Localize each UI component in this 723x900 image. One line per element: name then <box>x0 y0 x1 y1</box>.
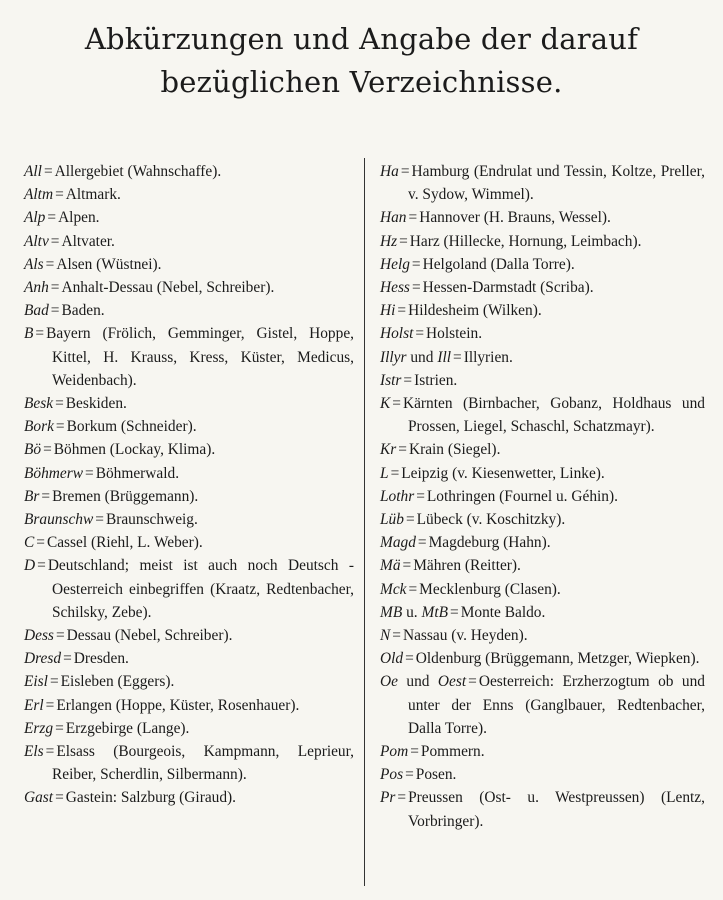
region-description: Hannover (H. Brauns, Wessel). <box>419 209 611 227</box>
region-description: Dessau (Nebel, Schreiber). <box>66 627 233 645</box>
region-description: Mecklenburg (Clasen). <box>419 580 561 598</box>
region-description: Oesterreich: Erzherzogtum ob und unter der Enns (Ganglbauer, Redtenbacher, Dalla Torre). <box>408 673 705 737</box>
abbreviation: N <box>380 627 391 645</box>
abbreviation-entry <box>24 206 354 229</box>
abbreviation-entry <box>24 392 354 415</box>
region-description: Helgoland (Dalla Torre). <box>422 255 575 273</box>
region-description: Kärnten (Birnbacher, Gobanz, Holdhaus und Prossen, Liegel, Schaschl, Schatzmayr). <box>402 395 705 436</box>
region-description: Leipzig (v. Kiesenwetter, Linke). <box>401 464 605 482</box>
abbreviation: Pos <box>380 766 404 784</box>
equals-sign: = <box>95 511 104 529</box>
abbreviation-entry <box>380 485 705 508</box>
equals-sign: = <box>411 279 421 297</box>
region-description: Preussen (Ost- u. Westpreussen) (Lentz, Vorbringer). <box>408 789 705 830</box>
equals-sign: = <box>45 696 55 714</box>
region-description: Elsass (Bourgeois, Kampmann, Leprieur, Reiber, Scherdlin, Silbermann). <box>52 743 354 784</box>
abbreviation: Lüb <box>380 511 404 529</box>
equals-sign: = <box>49 673 59 691</box>
abbreviation-entry <box>380 601 705 624</box>
connector-word: und <box>410 348 434 366</box>
region-description: Allergebiet (Wahnschaffe). <box>54 163 222 180</box>
abbreviation-entry <box>380 206 705 229</box>
equals-sign: = <box>55 627 65 645</box>
equals-sign: = <box>50 302 60 320</box>
abbreviation: Els <box>24 743 44 761</box>
equals-sign: = <box>398 441 407 459</box>
abbreviation: L <box>380 464 389 482</box>
equals-sign: = <box>55 719 64 737</box>
equals-sign: = <box>50 232 60 250</box>
region-description: Alpen. <box>58 209 100 227</box>
abbreviation-entry <box>380 462 705 485</box>
abbreviation: Erzg <box>24 719 54 737</box>
connector-word: und <box>406 673 430 691</box>
region-description: Böhmerwald. <box>95 464 180 482</box>
region-description: Hessen-Darmstadt (Scriba). <box>422 279 594 297</box>
equals-sign: = <box>45 743 55 761</box>
equals-sign: = <box>416 487 425 505</box>
equals-sign: = <box>402 557 412 575</box>
equals-sign: = <box>417 534 427 552</box>
abbreviation: Altv <box>24 232 49 250</box>
region-description: Borkum (Schneider). <box>66 418 197 436</box>
region-description: Gastein: Salzburg (Giraud). <box>65 789 237 807</box>
abbreviation-entry <box>24 531 354 554</box>
abbreviation-entry <box>380 624 705 647</box>
abbreviation-entry <box>380 508 705 531</box>
region-description: Krain (Siegel). <box>408 441 501 459</box>
equals-sign: = <box>36 534 45 552</box>
abbreviation: Eisl <box>24 673 48 691</box>
abbreviation: Bö <box>24 441 42 459</box>
abbreviation: Pr <box>380 789 396 807</box>
region-description: Mähren (Reitter). <box>413 557 521 575</box>
abbreviation-entry <box>24 253 354 276</box>
abbreviation-entry <box>380 322 705 345</box>
abbreviation: Anh <box>24 279 49 297</box>
region-description: Oldenburg (Brüggemann, Metzger, Wiepken). <box>415 650 700 668</box>
abbreviation-alt: MtB <box>421 603 448 621</box>
equals-sign: = <box>63 650 72 668</box>
abbreviation: K <box>380 395 391 413</box>
equals-sign: = <box>392 395 401 413</box>
abbreviation-entry <box>380 369 705 392</box>
abbreviation: Als <box>24 255 44 273</box>
abbreviation-alt: Oest <box>437 673 467 691</box>
region-description: Illyrien. <box>463 348 513 366</box>
abbreviation: Lothr <box>380 487 415 505</box>
abbreviation-entry <box>380 346 705 369</box>
equals-sign: = <box>43 163 53 180</box>
abbreviation-entry <box>380 299 705 322</box>
abbreviation: Bad <box>24 302 49 320</box>
abbreviation: B <box>24 325 34 343</box>
abbreviation-entry <box>24 740 354 786</box>
abbreviation-entry <box>380 438 705 461</box>
region-description: Bayern (Frölich, Gemminger, Gistel, Hoppe, Kittel, H. Krauss, Kress, Küster, Medicus, Weidenbach). <box>46 325 354 389</box>
abbreviation-entry <box>24 554 354 624</box>
abbreviation-entry <box>24 276 354 299</box>
region-description: Alsen (Wüstnei). <box>56 255 162 273</box>
abbreviation: Hess <box>380 279 410 297</box>
equals-sign: = <box>43 441 52 459</box>
abbreviation-entry <box>24 160 354 183</box>
abbreviation: Braunschw <box>24 511 94 529</box>
region-description: Istrien. <box>414 371 458 389</box>
abbreviation-entry <box>380 160 705 206</box>
abbreviation: C <box>24 534 35 552</box>
abbreviation: Ha <box>380 163 399 180</box>
abbreviation: Gast <box>24 789 54 807</box>
equals-sign: = <box>37 557 46 575</box>
region-description: Erzgebirge (Lange). <box>65 719 190 737</box>
region-description: Pommern. <box>420 743 485 761</box>
abbreviation-entry <box>24 647 354 670</box>
abbreviation: Mck <box>380 580 407 598</box>
equals-sign: = <box>400 163 410 180</box>
equals-sign: = <box>468 673 477 691</box>
abbreviation-entry <box>24 299 354 322</box>
region-description: Eisleben (Eggers). <box>60 673 175 691</box>
abbreviation-entry <box>380 763 705 786</box>
region-description: Holstein. <box>426 325 483 343</box>
abbreviation: Istr <box>380 371 402 389</box>
region-description: Nassau (v. Heyden). <box>402 627 528 645</box>
equals-sign: = <box>405 511 415 529</box>
abbreviation: Han <box>380 209 407 227</box>
region-description: Baden. <box>61 302 105 320</box>
equals-sign: = <box>399 232 408 250</box>
equals-sign: = <box>45 255 55 273</box>
abbreviation: Old <box>380 650 404 668</box>
region-description: Monte Baldo. <box>460 603 546 621</box>
abbreviation-entry <box>24 322 354 392</box>
abbreviation: Dresd <box>24 650 62 668</box>
abbreviation: Helg <box>380 255 410 273</box>
region-description: Posen. <box>415 766 457 784</box>
title-line-2: bezüglichen Verzeichnisse. <box>160 65 563 99</box>
equals-sign: = <box>397 302 407 320</box>
abbreviation: Kr <box>380 441 397 459</box>
abbreviation-entry <box>24 670 354 693</box>
region-description: Harz (Hillecke, Hornung, Leimbach). <box>409 232 642 250</box>
equals-sign: = <box>415 325 425 343</box>
abbreviation-entry <box>24 183 354 206</box>
region-description: Beskiden. <box>65 395 127 413</box>
region-description: Altmark. <box>65 186 121 204</box>
region-description: Hamburg (Endrulat und Tessin, Koltze, Preller, v. Sydow, Wimmel). <box>408 163 705 204</box>
page-title <box>0 18 723 104</box>
abbreviation-entry <box>24 694 354 717</box>
equals-sign: = <box>390 464 400 482</box>
abbreviation-entry <box>24 462 354 485</box>
region-description: Dresden. <box>73 650 129 668</box>
abbreviation-entry <box>380 647 705 670</box>
equals-sign: = <box>405 650 414 668</box>
equals-sign: = <box>411 255 421 273</box>
abbreviation: Altm <box>24 186 54 204</box>
equals-sign: = <box>47 209 57 227</box>
abbreviation-entry <box>24 415 354 438</box>
abbreviation-entry <box>380 786 705 832</box>
abbreviation: Pom <box>380 743 409 761</box>
equals-sign: = <box>408 209 418 227</box>
abbreviation: Hz <box>380 232 398 250</box>
abbreviation-entry <box>24 230 354 253</box>
abbreviation: Oe <box>380 673 398 691</box>
abbreviation-entry <box>380 253 705 276</box>
equals-sign: = <box>50 279 60 297</box>
equals-sign: = <box>55 186 64 204</box>
abbreviation: Böhmerw <box>24 464 83 482</box>
abbreviation-entry <box>380 554 705 577</box>
region-description: Lothringen (Fournel u. Géhin). <box>426 487 618 505</box>
abbreviation: Besk <box>24 395 54 413</box>
title-line-1: Abkürzungen und Angabe der darauf <box>84 22 639 56</box>
region-description: Braunschweig. <box>105 511 198 529</box>
abbreviation: Erl <box>24 696 44 714</box>
abbreviation-entry <box>380 230 705 253</box>
equals-sign: = <box>392 627 401 645</box>
right-column <box>380 160 705 833</box>
region-description: Altvater. <box>61 232 115 250</box>
equals-sign: = <box>55 789 64 807</box>
region-description: Böhmen (Lockay, Klima). <box>53 441 216 459</box>
abbreviation-entry <box>24 485 354 508</box>
equals-sign: = <box>403 371 413 389</box>
abbreviation: Alp <box>24 209 46 227</box>
abbreviation-entry <box>380 578 705 601</box>
region-description: Deutschland; meist ist auch noch Deutsch - Oesterreich einbegriffen (Kraatz, Redtenbacher, Schilsky, Zebe). <box>47 557 354 621</box>
region-description: Anhalt-Dessau (Nebel, Schreiber). <box>61 279 275 297</box>
abbreviation: MB <box>380 603 403 621</box>
abbreviation-alt: Ill <box>437 348 451 366</box>
equals-sign: = <box>408 580 418 598</box>
region-description: Hildesheim (Wilken). <box>408 302 542 320</box>
region-description: Magdeburg (Hahn). <box>428 534 551 552</box>
abbreviation-entry <box>24 717 354 740</box>
region-description: Erlangen (Hoppe, Küster, Rosenhauer). <box>56 696 300 714</box>
abbreviation: Holst <box>380 325 414 343</box>
left-column <box>24 160 354 810</box>
abbreviation: Hi <box>380 302 396 320</box>
equals-sign: = <box>41 487 51 505</box>
abbreviation: Br <box>24 487 40 505</box>
abbreviation: All <box>24 163 42 180</box>
abbreviation-entry <box>380 670 705 740</box>
abbreviation-entry <box>380 392 705 438</box>
abbreviation: Dess <box>24 627 54 645</box>
equals-sign: = <box>55 418 65 436</box>
abbreviation-entry <box>24 438 354 461</box>
abbreviation-entry <box>24 508 354 531</box>
equals-sign: = <box>453 348 462 366</box>
abbreviation-entry <box>380 740 705 763</box>
abbreviation-entry <box>380 531 705 554</box>
abbreviation: Magd <box>380 534 416 552</box>
equals-sign: = <box>405 766 414 784</box>
equals-sign: = <box>410 743 419 761</box>
abbreviation: Bork <box>24 418 54 436</box>
abbreviation: Illyr <box>380 348 407 366</box>
equals-sign: = <box>85 464 94 482</box>
abbreviation-entry <box>380 276 705 299</box>
region-description: Cassel (Riehl, L. Weber). <box>46 534 203 552</box>
equals-sign: = <box>397 789 407 807</box>
equals-sign: = <box>35 325 45 343</box>
abbreviation: D <box>24 557 36 575</box>
equals-sign: = <box>450 603 459 621</box>
region-description: Lübeck (v. Koschitzky). <box>416 511 566 529</box>
abbreviation-entry <box>24 624 354 647</box>
abbreviation: Mä <box>380 557 401 575</box>
equals-sign: = <box>55 395 64 413</box>
region-description: Bremen (Brüggemann). <box>52 487 199 505</box>
connector-word: u. <box>406 603 418 621</box>
abbreviation-entry <box>24 786 354 809</box>
column-divider <box>364 158 365 886</box>
